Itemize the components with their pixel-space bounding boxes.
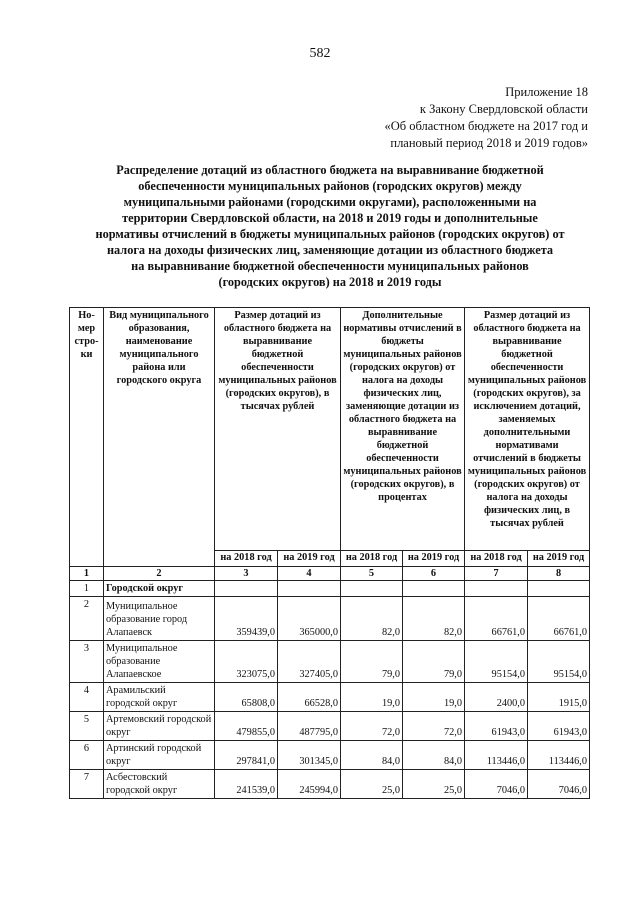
header-subsidy-excluding: Размер дотаций из областного бюджета на выравнивание бюджетной обеспеченности муниципальных районов (городских округов), за исключением дотаций, заменяемых дополнительными нормативами отчислений в бюджеты муниципальных районов (городских округов) от налога на доходы физических лиц, в тысячах рублей [465, 308, 590, 551]
subheader-year: на 2018 год [215, 550, 278, 566]
column-number: 7 [465, 567, 528, 581]
subsidy-2019: 487795,0 [278, 712, 341, 741]
subsidy-2018: 241539,0 [215, 770, 278, 799]
row-number: 5 [70, 712, 104, 741]
subsidy-excl-2019: 95154,0 [528, 641, 590, 683]
appendix-line: к Закону Свердловской области [419, 102, 588, 116]
subsidy-2019: 327405,0 [278, 641, 341, 683]
norm-2018: 84,0 [341, 741, 403, 770]
norm-2018: 72,0 [341, 712, 403, 741]
subsidy-excl-2018: 2400,0 [465, 683, 528, 712]
norm-2018: 25,0 [341, 770, 403, 799]
appendix-block [384, 84, 588, 152]
section-name: Городской округ [104, 581, 215, 597]
header-subsidy-size: Размер дотаций из областного бюджета на выравнивание бюджетной обеспеченности муниципальных районов (городских округов), в тысячах рублей [215, 308, 341, 551]
table-row [70, 770, 590, 799]
header-municipality: Вид муниципального образования, наименование муниципального района или городского округа [104, 308, 215, 567]
subsidy-excl-2019: 7046,0 [528, 770, 590, 799]
header-row-number: Но-мер стро-ки [70, 308, 104, 567]
subsidy-2019: 365000,0 [278, 597, 341, 641]
subheader-year: на 2019 год [278, 550, 341, 566]
table-header-row [70, 308, 590, 551]
title-line: налога на доходы физических лиц, заменяющие дотации из областного бюджета [106, 243, 554, 257]
column-number: 5 [341, 567, 403, 581]
subsidy-excl-2019: 113446,0 [528, 741, 590, 770]
document-title [70, 162, 590, 290]
title-line: Распределение дотаций из областного бюджета на выравнивание бюджетной [116, 163, 544, 177]
title-line: на выравнивание бюджетной обеспеченности муниципальных районов [131, 259, 529, 273]
subsidy-2018: 359439,0 [215, 597, 278, 641]
subsidy-excl-2018: 66761,0 [465, 597, 528, 641]
norm-2019: 25,0 [403, 770, 465, 799]
subsidy-excl-2019: 66761,0 [528, 597, 590, 641]
subsidy-2018: 65808,0 [215, 683, 278, 712]
norm-2018: 79,0 [341, 641, 403, 683]
subheader-year: на 2018 год [465, 550, 528, 566]
norm-2019: 19,0 [403, 683, 465, 712]
municipality-name: Муниципальное образование город Алапаевск [104, 597, 215, 641]
subheader-year: на 2019 год [528, 550, 590, 566]
column-number: 3 [215, 567, 278, 581]
title-line: нормативы отчислений в бюджеты муниципальных районов (городских округов) от [95, 227, 565, 241]
row-number: 4 [70, 683, 104, 712]
column-number-row [70, 567, 590, 581]
column-number: 8 [528, 567, 590, 581]
row-number: 2 [70, 597, 104, 641]
norm-2019: 79,0 [403, 641, 465, 683]
column-number: 2 [104, 567, 215, 581]
column-number: 6 [403, 567, 465, 581]
municipality-name: Арамильский городской округ [104, 683, 215, 712]
subsidy-2019: 66528,0 [278, 683, 341, 712]
column-number: 4 [278, 567, 341, 581]
subsidy-excl-2019: 1915,0 [528, 683, 590, 712]
subsidy-excl-2018: 95154,0 [465, 641, 528, 683]
norm-2019: 84,0 [403, 741, 465, 770]
norm-2019: 82,0 [403, 597, 465, 641]
page-number: 582 [309, 46, 331, 61]
appendix-line: «Об областном бюджете на 2017 год и [384, 119, 588, 133]
row-number: 7 [70, 770, 104, 799]
table-row [70, 597, 590, 641]
subheader-year: на 2018 год [341, 550, 403, 566]
municipality-name: Артемовский городской округ [104, 712, 215, 741]
appendix-line: Приложение 18 [505, 85, 588, 99]
section-row [70, 581, 590, 597]
norm-2018: 82,0 [341, 597, 403, 641]
norm-2019: 72,0 [403, 712, 465, 741]
table-row [70, 712, 590, 741]
subsidy-2018: 479855,0 [215, 712, 278, 741]
municipality-name: Артинский городской округ [104, 741, 215, 770]
row-number: 6 [70, 741, 104, 770]
header-additional-norms: Дополнительные нормативы отчислений в бюджеты муниципальных районов (городских округов) от налога на доходы физических лиц, заменяющие дотации из областного бюджета на выравнивание бюджетной обеспеченности муниципальных районов (городских округов), в процентах [341, 308, 465, 551]
subsidy-table [69, 307, 590, 799]
appendix-line: плановый период 2018 и 2019 годов» [390, 136, 588, 150]
subsidy-2019: 245994,0 [278, 770, 341, 799]
title-line: территории Свердловской области, на 2018 и 2019 годы и дополнительные [122, 211, 538, 225]
title-line: обеспеченности муниципальных районов (городских округов) между [138, 179, 522, 193]
subsidy-2018: 323075,0 [215, 641, 278, 683]
subsidy-2018: 297841,0 [215, 741, 278, 770]
table-row [70, 641, 590, 683]
subsidy-excl-2019: 61943,0 [528, 712, 590, 741]
column-number: 1 [70, 567, 104, 581]
municipality-name: Асбестовский городской округ [104, 770, 215, 799]
norm-2018: 19,0 [341, 683, 403, 712]
subsidy-2019: 301345,0 [278, 741, 341, 770]
subsidy-excl-2018: 113446,0 [465, 741, 528, 770]
table-row [70, 741, 590, 770]
subsidy-excl-2018: 7046,0 [465, 770, 528, 799]
subheader-year: на 2019 год [403, 550, 465, 566]
subsidy-excl-2018: 61943,0 [465, 712, 528, 741]
table-row [70, 683, 590, 712]
row-number: 1 [70, 581, 104, 597]
municipality-name: Муниципальное образование Алапаевское [104, 641, 215, 683]
row-number: 3 [70, 641, 104, 683]
title-line: (городских округов) на 2018 и 2019 годы [218, 275, 442, 289]
title-line: муниципальными районами (городскими округами), расположенными на [123, 195, 537, 209]
